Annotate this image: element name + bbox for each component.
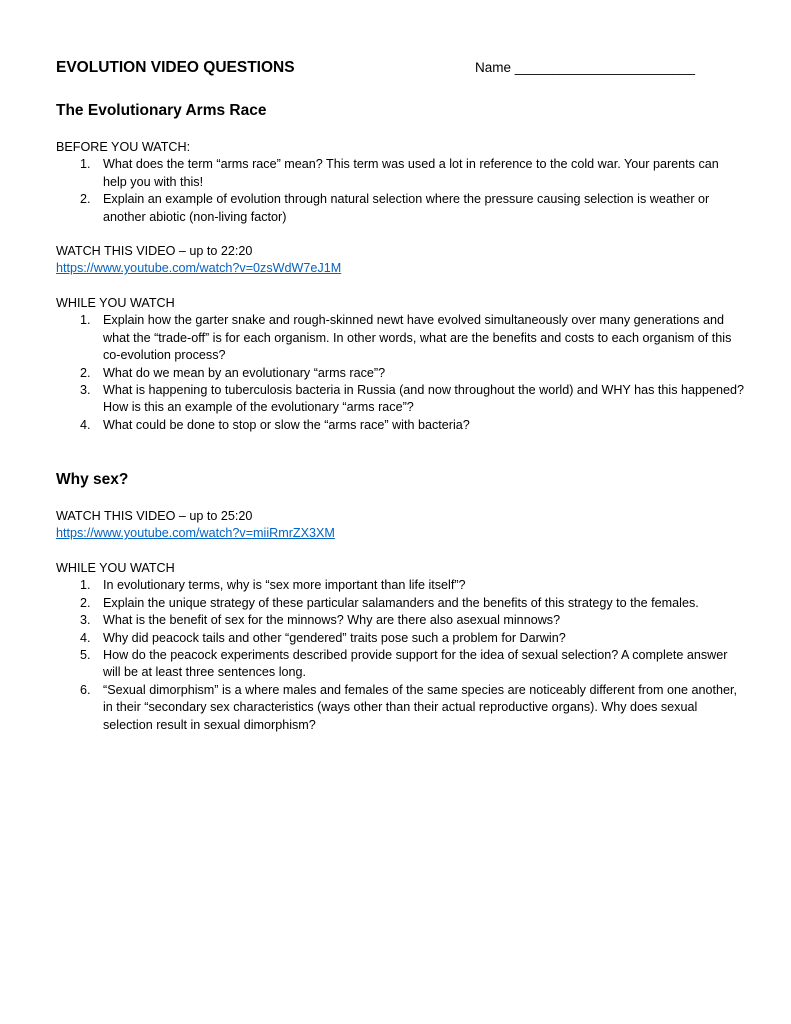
- list-item: [56, 612, 746, 629]
- item-text: What could be done to stop or slow the “arms race” with bacteria?: [103, 417, 470, 432]
- while-you-watch-block-1: [56, 295, 746, 434]
- watch-video-label: WATCH THIS VIDEO – up to 22:20: [56, 244, 253, 258]
- section-title-why-sex: Why sex?: [56, 471, 129, 488]
- item-number: 3.: [80, 383, 91, 398]
- list-item: [56, 417, 746, 434]
- item-number: 6.: [80, 682, 91, 697]
- while-you-watch-label: WHILE YOU WATCH: [56, 561, 175, 575]
- watch-video-label: WATCH THIS VIDEO – up to 25:20: [56, 509, 253, 523]
- item-number: 4.: [80, 417, 91, 432]
- item-text: Why did peacock tails and other “gendered” traits pose such a problem for Darwin?: [103, 630, 566, 645]
- list-item: [56, 191, 746, 226]
- while-you-watch-block-2: [56, 560, 746, 734]
- name-field: Name ________________________: [475, 60, 695, 75]
- item-text: Explain the unique strategy of these particular salamanders and the benefits of this strategy to the females.: [103, 595, 699, 610]
- list-item: [56, 647, 746, 682]
- watch-video-block-1: [56, 243, 746, 278]
- item-number: 3.: [80, 613, 91, 628]
- item-text: Explain how the garter snake and rough-skinned newt have evolved simultaneously over many generations and what the “trade-off” is for each organism. In other words, what are the benefits and costs to each organism of this co-evolution process?: [103, 313, 732, 363]
- item-number: 4.: [80, 630, 91, 645]
- document-header: [56, 57, 736, 79]
- section-title-arms-race: The Evolutionary Arms Race: [56, 102, 267, 119]
- item-number: 2.: [80, 365, 91, 380]
- item-text: What is the benefit of sex for the minnows? Why are there also asexual minnows?: [103, 613, 561, 628]
- before-question-list: [56, 156, 746, 226]
- list-item: [56, 577, 746, 594]
- list-item: [56, 595, 746, 612]
- item-number: 2.: [80, 595, 91, 610]
- item-number: 1.: [80, 157, 91, 172]
- item-number: 1.: [80, 313, 91, 328]
- before-you-watch-label: BEFORE YOU WATCH:: [56, 140, 191, 154]
- item-number: 2.: [80, 192, 91, 207]
- item-text: What does the term “arms race” mean? This term was used a lot in reference to the cold war. Your parents can help you with this!: [103, 157, 719, 189]
- item-text: How do the peacock experiments described provide support for the idea of sexual selection? A complete answer will be at least three sentences long.: [103, 648, 728, 680]
- video-link[interactable]: https://www.youtube.com/watch?v=miiRmrZX3XM: [56, 526, 335, 541]
- before-you-watch-block: [56, 139, 746, 226]
- item-text: In evolutionary terms, why is “sex more important than life itself”?: [103, 578, 466, 593]
- while-you-watch-label: WHILE YOU WATCH: [56, 296, 175, 310]
- watch-video-block-2: [56, 508, 746, 543]
- video-link[interactable]: https://www.youtube.com/watch?v=0zsWdW7eJ1M: [56, 261, 342, 276]
- document-title: EVOLUTION VIDEO QUESTIONS: [56, 59, 295, 76]
- list-item: [56, 365, 746, 382]
- list-item: [56, 156, 746, 191]
- item-text: What is happening to tuberculosis bacteria in Russia (and now throughout the world) and WHY has this happened? How is this an example of the evolutionary “arms race”?: [103, 383, 745, 415]
- while-question-list: [56, 312, 746, 434]
- list-item: [56, 630, 746, 647]
- item-text: What do we mean by an evolutionary “arms race”?: [103, 365, 386, 380]
- item-text: “Sexual dimorphism” is a where males and females of the same species are noticeably different from one another, in their “secondary sex characteristics (ways other than their actual reproductive organs). Why does sexual selection result in sexual dimorphism?: [103, 682, 737, 732]
- item-number: 5.: [80, 648, 91, 663]
- list-item: [56, 312, 746, 364]
- list-item: [56, 682, 746, 734]
- item-number: 1.: [80, 578, 91, 593]
- list-item: [56, 382, 746, 417]
- while-question-list: [56, 577, 746, 734]
- item-text: Explain an example of evolution through natural selection where the pressure causing selection is weather or another abiotic (non-living factor): [103, 192, 710, 224]
